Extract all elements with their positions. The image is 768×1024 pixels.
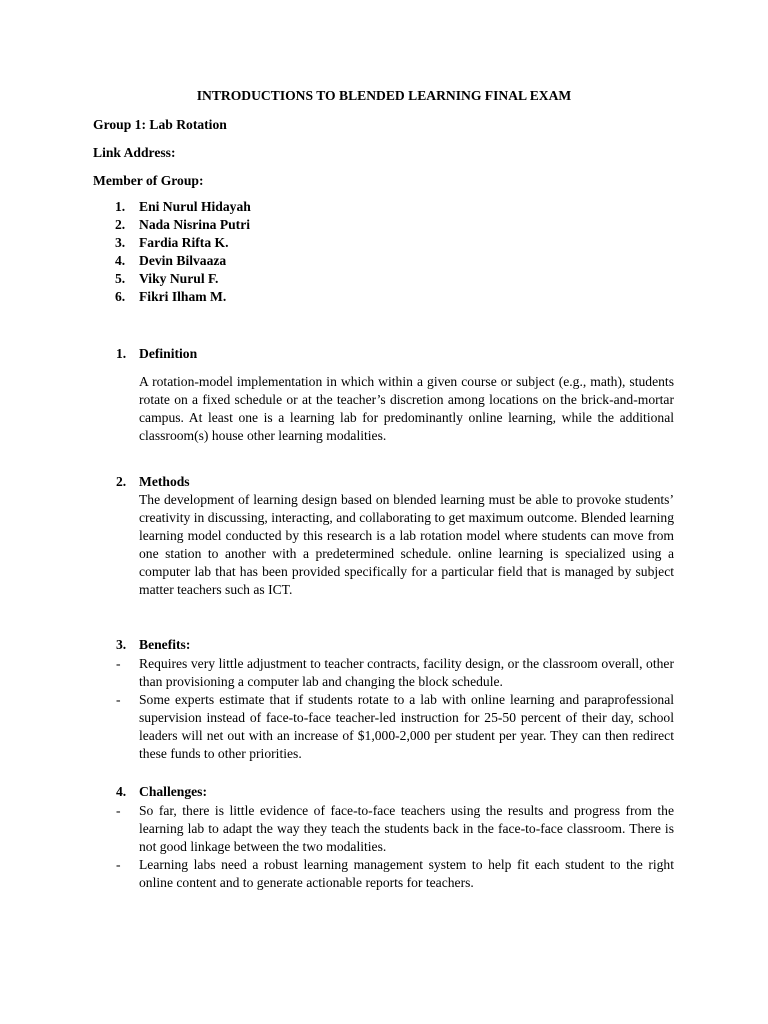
list-item-text: Learning labs need a robust learning management system to help fit each student to the right online content and to generate actionable reports for teachers. [139, 857, 674, 891]
section-number: 1. [116, 346, 127, 361]
bullet-dash: - [116, 692, 121, 708]
member-list [93, 198, 251, 307]
bullet-dash: - [116, 656, 121, 671]
link-address-label: Link Address: [93, 145, 176, 160]
member-item [93, 270, 251, 288]
member-item [93, 198, 251, 216]
member-number: 6. [115, 289, 126, 305]
bullet-dash: - [116, 857, 121, 873]
member-item [93, 252, 251, 270]
member-number: 2. [115, 217, 126, 233]
list-item [116, 802, 674, 856]
member-number: 1. [115, 199, 126, 214]
challenges-list [116, 802, 674, 892]
member-item [93, 288, 251, 306]
section-heading-definition [116, 345, 197, 363]
section-heading-challenges [116, 783, 207, 801]
member-name: Eni Nurul Hidayah [139, 199, 251, 214]
member-name: Nada Nisrina Putri [139, 217, 251, 233]
methods-paragraph: The development of learning design based on blended learning must be able to provoke students’ creativity in discussing, interacting, and collaborating to get maximum outcome. Blended learning learning model conducted by this research is a lab rotation model where students can move from one station to another with a predetermined schedule. online learning is specialized using a computer lab that has been provided specifically for a particular field that is managed by subject matter teachers such as ICT. [139, 492, 674, 598]
group-label: Group 1: Lab Rotation [93, 117, 227, 132]
members-heading: Member of Group: [93, 173, 204, 188]
definition-paragraph: A rotation-model implementation in which within a given course or subject (e.g., math), students rotate on a fixed schedule or at the teacher’s discretion among locations on the brick-and-mortar campus. At least one is a learning lab for predominantly online learning, while the additional classroom(s) house other learning modalities. [139, 374, 674, 444]
member-number: 4. [115, 253, 126, 269]
list-item-text: Requires very little adjustment to teacher contracts, facility design, or the classroom overall, other than provisioning a computer lab and changing the block schedule. [139, 656, 674, 690]
member-name: Fikri Ilham M. [139, 289, 227, 305]
bullet-dash: - [116, 803, 121, 818]
section-title: Challenges: [139, 784, 207, 799]
list-item-text: Some experts estimate that if students rotate to a lab with online learning and paraprofessional supervision instead of face-to-face teacher-led instruction for 25-50 percent of their day, school leaders will net out with an increase of $1,000-2,000 per student per year. They can then redirect these funds to other priorities. [139, 692, 674, 762]
section-number: 2. [116, 474, 127, 489]
section-heading-methods [116, 473, 190, 491]
member-name: Viky Nurul F. [139, 271, 219, 287]
member-number: 3. [115, 235, 126, 251]
document-title: INTRODUCTIONS TO BLENDED LEARNING FINAL EXAM [196, 88, 572, 103]
member-number: 5. [115, 271, 126, 287]
member-item [93, 234, 251, 252]
list-item-text: So far, there is little evidence of face-to-face teachers using the results and progress from the learning lab to adapt the way they teach the students back in the face-to-face classroom. There is not good linkage between the two modalities. [139, 803, 674, 855]
list-item [116, 655, 674, 691]
list-item [116, 691, 674, 763]
benefits-list [116, 655, 674, 764]
member-name: Devin Bilvaaza [139, 253, 227, 269]
member-name: Fardia Rifta K. [139, 235, 229, 251]
section-title: Definition [139, 346, 198, 361]
list-item [116, 856, 674, 892]
section-title: Benefits: [139, 637, 191, 652]
section-number: 4. [116, 784, 127, 799]
section-heading-benefits [116, 636, 190, 654]
member-item [93, 216, 251, 234]
section-number: 3. [116, 637, 127, 652]
section-title: Methods [139, 474, 190, 489]
